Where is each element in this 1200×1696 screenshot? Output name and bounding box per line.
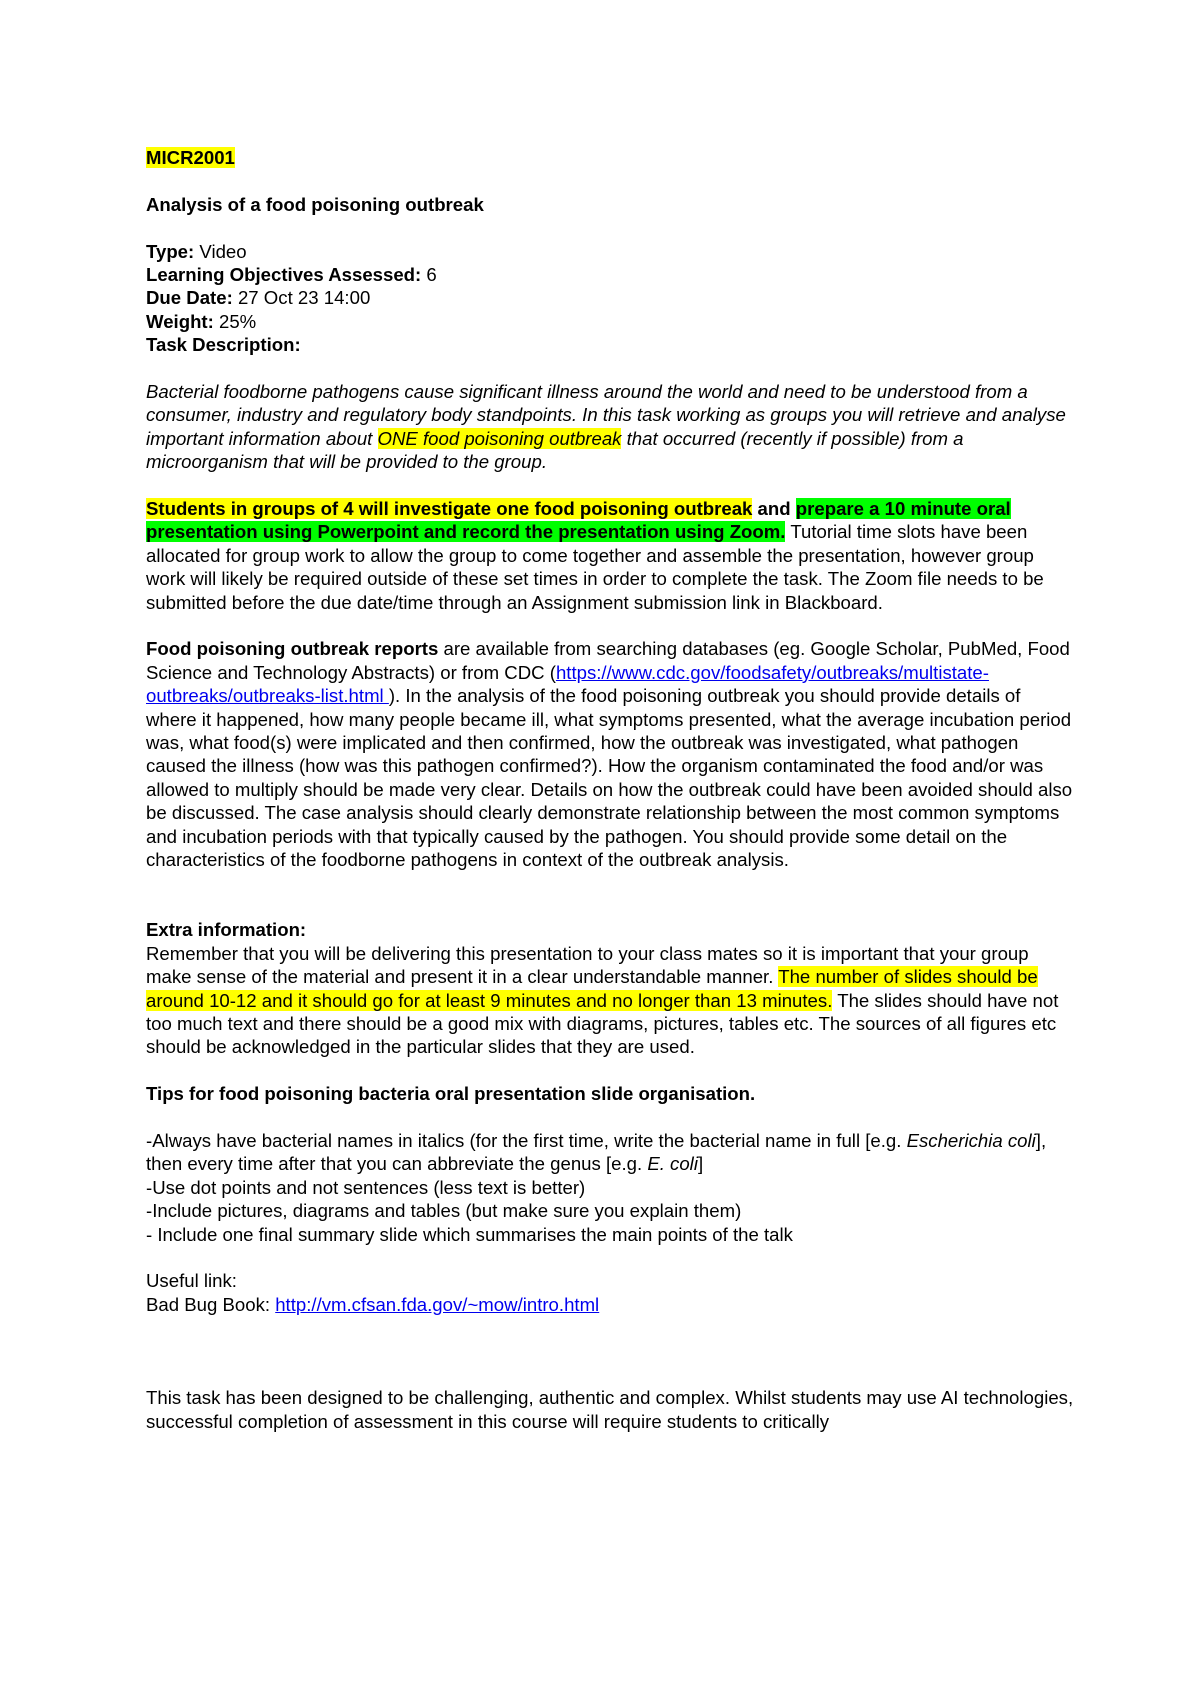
bad-bug-book-link[interactable]: http://vm.cfsan.fda.gov/~mow/intro.html <box>275 1293 600 1315</box>
highlight-one-outbreak: ONE food poisoning outbreak <box>377 427 622 449</box>
extra-info-heading: Extra information: <box>146 919 307 941</box>
document-title: Analysis of a food poisoning outbreak <box>146 193 484 215</box>
meta-task-description-label: Task Description: <box>146 334 301 356</box>
meta-weight: Weight: 25% <box>146 310 257 332</box>
highlight-presentation: prepare a 10 minute oral presentation using Powerpoint and record the presentation using Zoom. <box>146 498 1011 543</box>
closing-paragraph: This task has been designed to be challenging, authentic and complex. Whilst students may use AI technologies, successful completion of assessment in this course will require students to critically <box>146 1387 1074 1432</box>
tip-item: -Use dot points and not sentences (less text is better) <box>146 1176 586 1198</box>
bad-bug-book-line: Bad Bug Book: http://vm.cfsan.fda.gov/~mow/intro.html <box>146 1293 600 1315</box>
extra-info-paragraph: Remember that you will be delivering this presentation to your class mates so it is important that your group make sense of the material and present it in a clear understandable manner. The number of slides should be around 10-12 and it should go for at least 9 minutes and no longer than 13 minutes. The slides should have not too much text and there should be a good mix with diagrams, pictures, tables etc. The sources of all figures etc should be acknowledged in the particular slides that they are used. <box>146 942 1059 1058</box>
tips-heading: Tips for food poisoning bacteria oral presentation slide organisation. <box>146 1083 756 1105</box>
tips-list <box>146 1129 1076 1246</box>
tip-item: -Always have bacterial names in italics (for the first time, write the bacterial name in full [e.g. Escherichia coli], then every time after that you can abbreviate the genus [e.g. E. coli] <box>146 1129 1047 1175</box>
meta-learning-objectives: Learning Objectives Assessed: 6 <box>146 264 437 285</box>
assessment-meta <box>146 240 1076 357</box>
groups-paragraph: Students in groups of 4 will investigate one food poisoning outbreak and prepare a 10 minute oral presentation using Powerpoint and record the presentation using Zoom. Tutorial time slots have been allocated for group work to allow the group to come together and assemble the presentation, however group work will likely be required outside of these set times in order to complete the task. The Zoom file needs to be submitted before the due date/time through an Assignment submission link in Blackboard. <box>146 498 1044 613</box>
cdc-outbreaks-link[interactable]: https://www.cdc.gov/foodsafety/outbreaks/multistate-outbreaks/outbreaks-list.html <box>146 661 989 707</box>
tip-item: -Include pictures, diagrams and tables (but make sure you explain them) <box>146 1200 742 1222</box>
course-code: MICR2001 <box>146 147 235 168</box>
task-description: Bacterial foodborne pathogens cause significant illness around the world and need to be understood from a consumer, industry and regulatory body standpoints. In this task working as groups you will retrieve and analyse important information about ONE food poisoning outbreak that occurred (recently if possible) from a microorganism that will be provided to the group. <box>146 381 1066 473</box>
highlight-groups: Students in groups of 4 will investigate one food poisoning outbreak <box>146 498 753 520</box>
highlight-slide-count: The number of slides should be around 10-12 and it should go for at least 9 minutes and no longer than 13 minutes. <box>146 966 1038 1011</box>
useful-link-label: Useful link: <box>146 1270 237 1292</box>
meta-due-date: Due Date: 27 Oct 23 14:00 <box>146 287 371 309</box>
tip-item: - Include one final summary slide which summarises the main points of the talk <box>146 1223 793 1245</box>
meta-type: Type: Video <box>146 240 247 262</box>
reports-paragraph: Food poisoning outbreak reports are available from searching databases (eg. Google Scholar, PubMed, Food Science and Technology Abstracts) or from CDC (https://www.cdc.gov/foodsafety/outbreaks/multistate-outbreaks/outbreaks-list.html ). In the analysis of the food poisoning outbreak you should provide details of where it happened, how many people became ill, what symptoms presented, what the average incubation period was, what food(s) were implicated and then confirmed, how the outbreak was investigated, what pathogen caused the illness (how was this pathogen confirmed?). How the organism contaminated the food and/or was allowed to multiply should be made very clear. Details on how the outbreak could have been avoided should also be discussed. The case analysis should clearly demonstrate relationship between the most common symptoms and incubation periods with that typically caused by the pathogen. You should provide some detail on the characteristics of the foodborne pathogens in context of the outbreak analysis. <box>146 638 1073 871</box>
assessment-document <box>146 146 1076 1433</box>
